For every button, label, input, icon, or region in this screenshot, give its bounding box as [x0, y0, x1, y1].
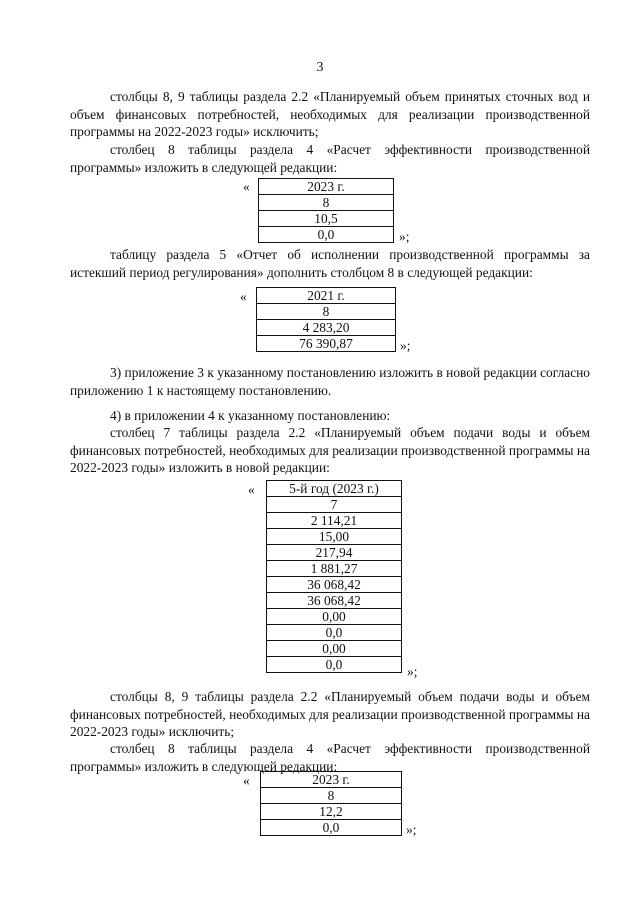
- table-water-2023: [266, 480, 402, 673]
- paragraph-column-8-efficiency-2: столбец 8 таблицы раздела 4 «Расчет эффективности производственной программы» изложить в следующей редакции:: [70, 741, 590, 774]
- table3-quote-open: «: [248, 482, 255, 497]
- table3-cell: 0,00: [267, 609, 402, 625]
- table1-cell: 2023 г.: [259, 179, 394, 195]
- table3-cell: 36 068,42: [267, 593, 402, 609]
- table1-cell: 8: [259, 195, 394, 211]
- paragraph-appendix-3: 3) приложение 3 к указанному постановлению изложить в новой редакции согласно приложению 1 к настоящему постановлению.: [70, 365, 590, 398]
- table4-cell: 12,2: [261, 804, 402, 820]
- table2-cell: 2021 г.: [257, 288, 396, 304]
- table4-cell: 0,0: [261, 820, 402, 836]
- table1-quote-open: «: [243, 179, 250, 194]
- page-number: 3: [316, 60, 324, 75]
- table1-cell: 10,5: [259, 211, 394, 227]
- table3-cell: 0,0: [267, 657, 402, 673]
- paragraph-remove-columns-water: столбцы 8, 9 таблицы раздела 2.2 «Планируемый объем подачи воды и объем финансовых потребностей, необходимых для реализации производственной программы на 2022-2023 годы» исключить;: [70, 689, 590, 739]
- table2-quote-open: «: [240, 289, 247, 304]
- paragraph-column-7-water: столбец 7 таблицы раздела 2.2 «Планируемый объем подачи воды и объем финансовых потребностей, необходимых для реализации производственной программы на 2022-2023 годы» изложить в новой редакции:: [70, 425, 590, 475]
- table3-cell: 5-й год (2023 г.): [267, 481, 402, 497]
- table3-cell: 217,94: [267, 545, 402, 561]
- table3-cell: 0,00: [267, 641, 402, 657]
- table3-cell: 36 068,42: [267, 577, 402, 593]
- table3-cell: 1 881,27: [267, 561, 402, 577]
- paragraph-remove-columns-sewage: столбцы 8, 9 таблицы раздела 2.2 «Планируемый объем принятых сточных вод и объем финансовых потребностей, необходимых для реализации производственной программы на 2022-2023 годы» исключить;: [70, 89, 590, 139]
- paragraph-report-table: таблицу раздела 5 «Отчет об исполнении производственной программы за истекший период регулирования» дополнить столбцом 8 в следующей редакции:: [70, 247, 590, 280]
- table2-cell: 76 390,87: [257, 336, 396, 352]
- table4-quote-open: «: [243, 773, 250, 788]
- table2-cell: 8: [257, 304, 396, 320]
- table2-quote-close: »;: [400, 338, 411, 353]
- table3-cell: 15,00: [267, 529, 402, 545]
- table4-cell: 2023 г.: [261, 772, 402, 788]
- table2-cell: 4 283,20: [257, 320, 396, 336]
- table-efficiency-2023-water: [260, 771, 402, 836]
- paragraph-appendix-4: 4) в приложении 4 к указанному постановлению:: [110, 408, 391, 423]
- table4-quote-close: »;: [406, 822, 417, 837]
- table-report-2021: [256, 287, 396, 352]
- table3-cell: 2 114,21: [267, 513, 402, 529]
- table3-cell: 7: [267, 497, 402, 513]
- table4-cell: 8: [261, 788, 402, 804]
- paragraph-column-8-efficiency: столбец 8 таблицы раздела 4 «Расчет эффективности производственной программы» изложить в следующей редакции:: [70, 142, 590, 175]
- table3-cell: 0,0: [267, 625, 402, 641]
- table3-quote-close: »;: [407, 664, 418, 679]
- table-efficiency-2023: [258, 178, 394, 243]
- table1-cell: 0,0: [259, 227, 394, 243]
- table1-quote-close: »;: [399, 229, 410, 244]
